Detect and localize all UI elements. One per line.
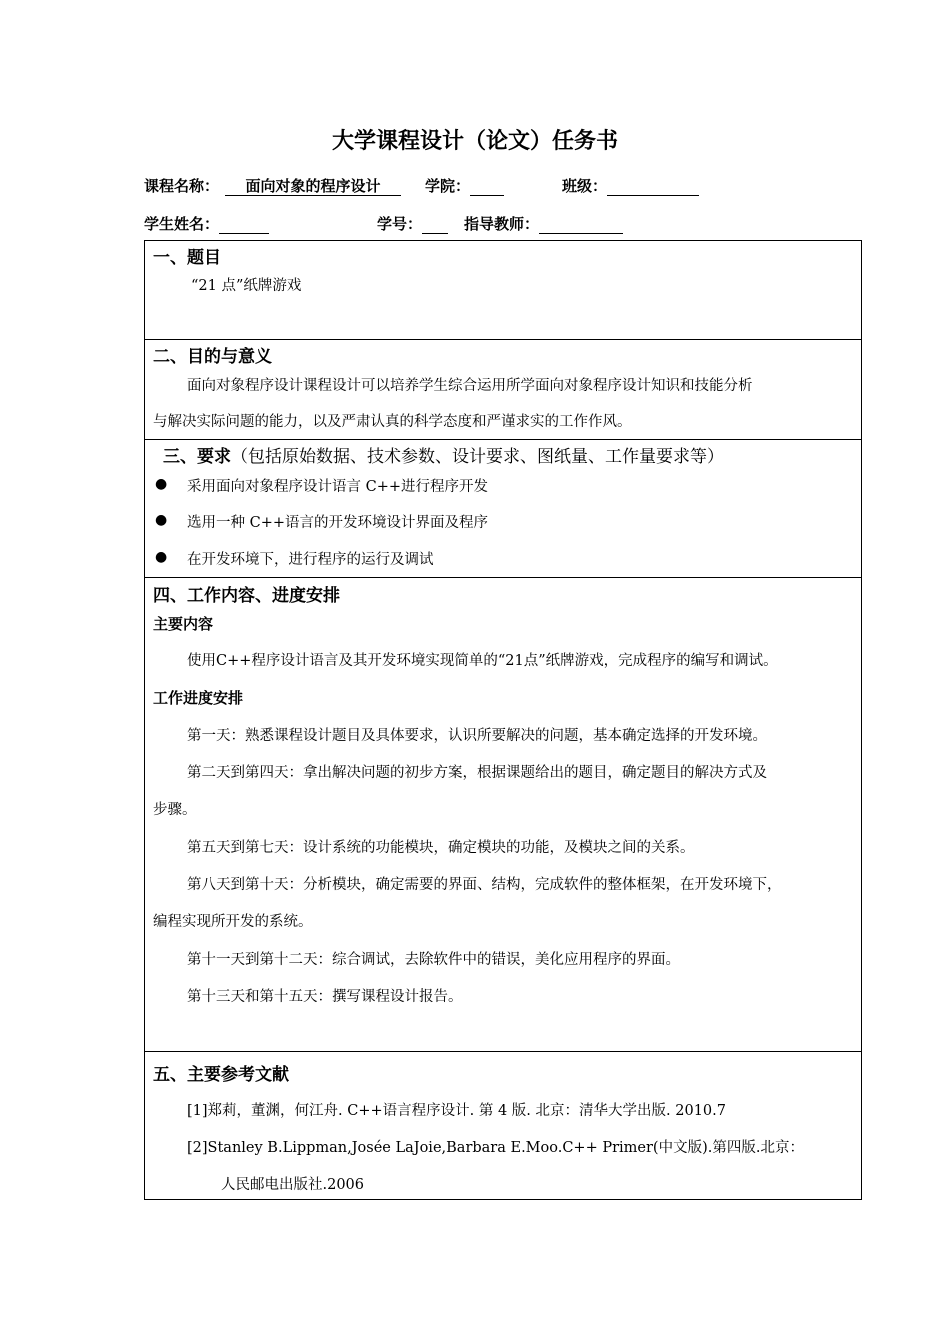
requirement-item: 采用面向对象程序设计语言 C++进行程序开发 <box>187 479 489 495</box>
bullet-icon: ● <box>155 512 168 528</box>
schedule-line: 第十三天和第十五天：撰写课程设计报告。 <box>187 989 463 1005</box>
college-label: 学院： <box>425 177 471 195</box>
reference-item: 人民邮电出版社.2006 <box>221 1177 365 1193</box>
schedule-line: 第五天到第七天：设计系统的功能模块，确定模块的功能，及模块之间的关系。 <box>187 840 695 856</box>
teacher-label: 指导教师： <box>464 215 540 233</box>
section-work-heading: 四、工作内容、进度安排 <box>153 586 340 606</box>
student-info-row <box>144 213 623 234</box>
requirement-item: 选用一种 C++语言的开发环境设计界面及程序 <box>187 515 489 531</box>
id-label: 学号： <box>377 215 423 233</box>
student-blank <box>219 216 269 234</box>
topic-text: “21 点”纸牌游戏 <box>191 278 302 294</box>
section-work <box>145 577 861 1051</box>
requirements-title: 三、要求 <box>163 447 231 467</box>
schedule-line: 第一天：熟悉课程设计题目及具体要求，认识所要解决的问题，基本确定选择的开发环境。 <box>187 728 767 744</box>
schedule-line: 第十一天到第十二天：综合调试，去除软件中的错误，美化应用程序的界面。 <box>187 952 680 968</box>
page-title: 大学课程设计（论文）任务书 <box>331 129 618 154</box>
course-info-row <box>144 175 699 196</box>
schedule-label: 工作进度安排 <box>153 689 244 707</box>
section-requirements <box>145 439 861 577</box>
section-purpose-heading: 二、目的与意义 <box>153 347 272 367</box>
reference-item: [1]郑莉，董渊，何江舟. C++语言程序设计. 第 4 版. 北京：清华大学出版. 2010.7 <box>187 1103 726 1119</box>
college-blank <box>470 178 504 196</box>
task-table <box>144 240 862 1200</box>
purpose-line-1: 面向对象程序设计课程设计可以培养学生综合运用所学面向对象程序设计知识和技能分析 <box>187 378 753 394</box>
section-topic-heading: 一、题目 <box>153 248 221 268</box>
course-label: 课程名称： <box>144 177 220 195</box>
bullet-icon: ● <box>155 549 168 565</box>
requirements-note: （包括原始数据、技术参数、设计要求、图纸量、工作量要求等） <box>231 447 724 467</box>
main-content-text: 使用C++程序设计语言及其开发环境实现简单的“21点”纸牌游戏，完成程序的编写和调试。 <box>187 653 778 669</box>
student-label: 学生姓名： <box>144 215 220 233</box>
main-content-label: 主要内容 <box>153 615 214 633</box>
schedule-line: 编程实现所开发的系统。 <box>153 914 313 930</box>
teacher-blank <box>539 216 623 234</box>
schedule-line: 步骤。 <box>153 802 197 818</box>
class-label: 班级： <box>562 177 608 195</box>
section-references <box>145 1051 861 1201</box>
section-requirements-heading <box>163 442 724 467</box>
section-topic <box>145 241 861 339</box>
class-blank <box>607 178 699 196</box>
reference-item: [2]Stanley B.Lippman,Josée LaJoie,Barbara E.Moo.C++ Primer(中文版).第四版.北京： <box>187 1140 804 1156</box>
purpose-line-2: 与解决实际问题的能力，以及严肃认真的科学态度和严谨求实的工作作风。 <box>153 414 632 430</box>
section-references-heading: 五、主要参考文献 <box>153 1065 289 1085</box>
bullet-icon: ● <box>155 476 168 492</box>
section-purpose <box>145 339 861 439</box>
course-value: 面向对象的程序设计 <box>225 178 401 196</box>
schedule-line: 第二天到第四天：拿出解决问题的初步方案，根据课题给出的题目，确定题目的解决方式及 <box>187 765 767 781</box>
schedule-line: 第八天到第十天：分析模块，确定需要的界面、结构，完成软件的整体框架，在开发环境下， <box>187 877 782 893</box>
requirement-item: 在开发环境下，进行程序的运行及调试 <box>187 552 434 568</box>
id-blank <box>422 216 448 234</box>
